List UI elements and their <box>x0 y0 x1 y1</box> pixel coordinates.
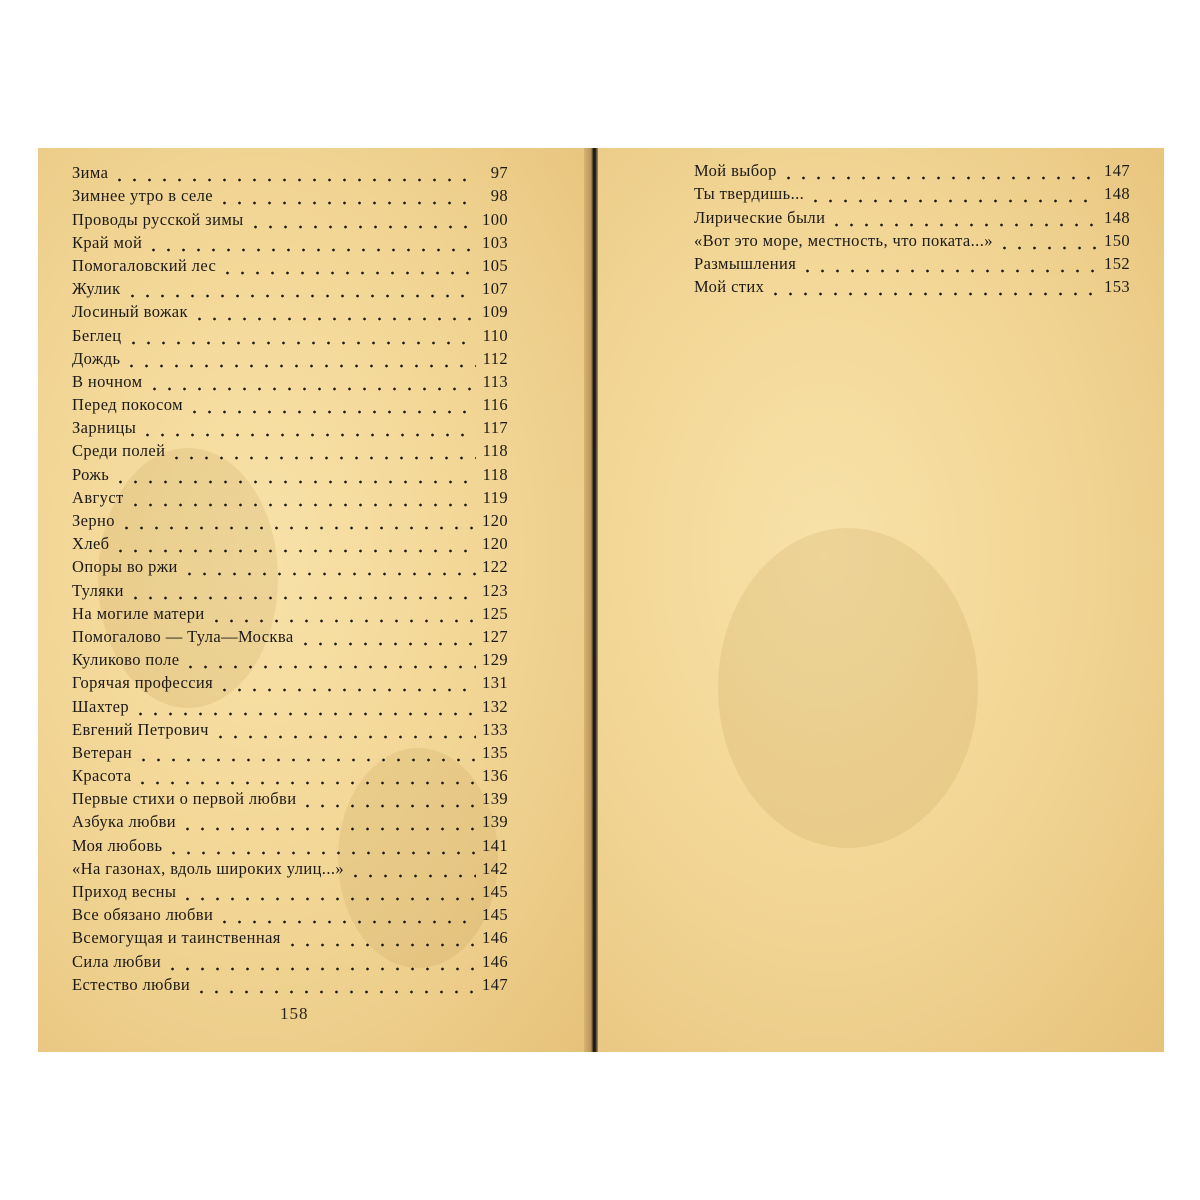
toc-entry-title: В ночном <box>72 371 143 391</box>
dot-leader <box>140 424 476 438</box>
right-page <box>598 148 1164 1052</box>
toc-entry <box>72 670 508 693</box>
toc-entry <box>72 693 508 716</box>
toc-entry-title: Жулик <box>72 279 121 299</box>
paper-stain <box>718 528 978 848</box>
toc-entry-page: 152 <box>1104 253 1130 273</box>
toc-entry <box>72 322 508 345</box>
toc-entry <box>72 554 508 577</box>
toc-entry-title: Евгений Петрович <box>72 719 209 739</box>
toc-entry-title: Помогаловский лес <box>72 255 217 275</box>
left-page <box>38 148 590 1052</box>
table-of-contents-right <box>694 158 1130 297</box>
dot-leader <box>192 308 476 322</box>
toc-entry-page: 120 <box>482 534 508 554</box>
toc-entry-title: Перед покосом <box>72 395 183 415</box>
toc-entry <box>72 369 508 392</box>
toc-entry-title: Зерно <box>72 511 115 530</box>
toc-entry <box>72 879 508 902</box>
toc-entry-title: Зима <box>72 163 109 183</box>
toc-entry-page: 132 <box>482 696 508 716</box>
dot-leader <box>113 471 476 485</box>
toc-entry-title: Шахтер <box>72 696 129 716</box>
toc-entry <box>72 717 508 740</box>
toc-entry-title: Дождь <box>72 348 121 368</box>
dot-leader <box>147 378 477 392</box>
toc-entry-page: 148 <box>1104 207 1130 227</box>
toc-entry-page: 107 <box>482 279 508 299</box>
toc-entry-page: 153 <box>1104 277 1130 297</box>
toc-entry <box>72 740 508 763</box>
page-number: 158 <box>280 1004 309 1023</box>
toc-entry-title: Красота <box>72 766 132 786</box>
toc-entry-page: 136 <box>482 766 508 786</box>
dot-leader <box>125 285 476 299</box>
toc-entry <box>72 832 508 855</box>
dot-leader <box>136 749 476 763</box>
toc-entry-title: Хлеб <box>72 534 110 554</box>
dot-leader <box>800 260 1098 274</box>
toc-entry-page: 112 <box>482 348 508 368</box>
toc-entry-title: Август <box>72 487 124 507</box>
book-spread <box>38 148 1164 1052</box>
toc-entry <box>72 206 508 229</box>
dot-leader <box>113 540 476 554</box>
dot-leader <box>180 818 476 832</box>
table-of-contents-left <box>72 160 508 995</box>
toc-entry-title: Приход весны <box>72 882 177 901</box>
dot-leader <box>169 447 476 461</box>
toc-entry-title: Мой выбор <box>694 161 777 181</box>
toc-entry-page: 110 <box>482 325 508 345</box>
dot-leader <box>126 332 476 346</box>
toc-entry <box>72 972 508 995</box>
toc-entry <box>72 392 508 415</box>
toc-entry <box>72 508 508 531</box>
toc-entry-page: 142 <box>482 858 508 878</box>
toc-entry-title: Проводы русской зимы <box>72 209 244 229</box>
dot-leader <box>808 190 1098 204</box>
dot-leader <box>781 167 1098 181</box>
toc-entry-title: Среди полей <box>72 441 166 461</box>
toc-entry-page: 139 <box>482 789 508 809</box>
toc-entry <box>72 601 508 624</box>
toc-entry <box>694 204 1130 227</box>
dot-leader <box>768 283 1098 297</box>
toc-entry-title: Рожь <box>72 464 110 484</box>
toc-entry-title: Лосиный вожак <box>72 302 188 322</box>
toc-entry-page: 129 <box>482 650 508 670</box>
toc-entry-page: 118 <box>482 464 508 484</box>
dot-leader <box>135 772 476 786</box>
dot-leader <box>119 517 476 531</box>
toc-entry-title: Ветеран <box>72 742 133 762</box>
toc-entry-title: Ты твердишь... <box>694 184 805 204</box>
toc-entry-page: 98 <box>490 186 508 206</box>
toc-entry-title: Горячая профессия <box>72 673 214 693</box>
toc-entry-page: 133 <box>482 719 508 739</box>
toc-entry-page: 150 <box>1104 230 1130 250</box>
toc-entry-page: 135 <box>482 742 508 762</box>
dot-leader <box>182 563 476 577</box>
toc-entry-page: 146 <box>482 928 508 948</box>
toc-entry <box>72 160 508 183</box>
dot-leader <box>128 587 476 601</box>
toc-entry-page: 127 <box>482 626 508 646</box>
toc-entry-title: Туляки <box>72 580 124 600</box>
dot-leader <box>187 401 476 415</box>
toc-entry-page: 100 <box>482 209 508 229</box>
dot-leader <box>248 216 476 230</box>
toc-entry <box>72 647 508 670</box>
toc-entry <box>694 181 1130 204</box>
dot-leader <box>183 656 476 670</box>
dot-leader <box>300 795 476 809</box>
dot-leader <box>180 888 476 902</box>
dot-leader <box>112 169 476 183</box>
toc-entry-title: Беглец <box>72 325 122 345</box>
dot-leader <box>829 214 1098 228</box>
toc-entry-page: 147 <box>482 974 508 994</box>
toc-entry-title: «На газонах, вдоль широких улиц...» <box>72 858 345 878</box>
toc-entry-title: Опоры во ржи <box>72 557 178 577</box>
toc-entry <box>72 624 508 647</box>
toc-entry <box>72 856 508 879</box>
dot-leader <box>146 239 476 253</box>
toc-entry-title: Первые стихи о первой любви <box>72 789 297 809</box>
toc-entry-title: Лирические были <box>694 207 826 227</box>
dot-leader <box>298 633 476 647</box>
toc-entry-title: Естество любви <box>72 974 191 994</box>
toc-entry <box>72 276 508 299</box>
toc-entry <box>72 763 508 786</box>
toc-entry <box>694 251 1130 274</box>
toc-entry-title: Всемогущая и таинственная <box>72 928 281 948</box>
toc-entry-page: 118 <box>482 441 508 461</box>
toc-entry-page: 125 <box>482 603 508 623</box>
toc-entry-page: 147 <box>1104 161 1130 181</box>
toc-entry <box>72 438 508 461</box>
toc-entry <box>72 485 508 508</box>
toc-entry-title: Край мой <box>72 232 143 252</box>
dot-leader <box>217 679 476 693</box>
toc-entry <box>694 158 1130 181</box>
dot-leader <box>209 610 476 624</box>
dot-leader <box>133 703 476 717</box>
toc-entry-page: 97 <box>490 163 508 183</box>
toc-entry-page: 109 <box>482 302 508 322</box>
toc-entry-title: «Вот это море, местность, что поката...» <box>694 230 993 250</box>
toc-entry <box>72 461 508 484</box>
toc-entry-page: 119 <box>482 487 508 507</box>
dot-leader <box>213 726 476 740</box>
dot-leader <box>220 262 476 276</box>
toc-entry-page: 105 <box>482 255 508 275</box>
toc-entry <box>72 183 508 206</box>
toc-entry-title: Размышления <box>694 253 797 273</box>
toc-entry-title: Сила любви <box>72 951 162 971</box>
toc-entry-page: 113 <box>482 371 508 391</box>
dot-leader <box>194 981 476 995</box>
toc-entry <box>72 299 508 322</box>
toc-entry-page: 141 <box>482 835 508 855</box>
toc-entry-title: Моя любовь <box>72 835 163 855</box>
toc-entry-title: Куликово поле <box>72 650 180 670</box>
toc-entry-page: 148 <box>1104 184 1130 204</box>
dot-leader <box>217 192 476 206</box>
dot-leader <box>165 958 476 972</box>
toc-entry-page: 131 <box>482 673 508 693</box>
toc-entry-title: На могиле матери <box>72 603 205 623</box>
toc-entry <box>72 809 508 832</box>
toc-entry-page: 145 <box>482 905 508 925</box>
toc-entry-page: 146 <box>482 951 508 971</box>
toc-entry-title: Зарницы <box>72 418 137 438</box>
toc-entry <box>72 948 508 971</box>
toc-entry-page: 116 <box>482 395 508 415</box>
toc-entry-title: Помогалово — Тула—Москва <box>72 626 294 646</box>
toc-entry-page: 120 <box>482 511 508 530</box>
toc-entry <box>72 786 508 809</box>
toc-entry-page: 103 <box>482 232 508 252</box>
toc-entry <box>72 925 508 948</box>
dot-leader <box>217 911 476 925</box>
toc-entry <box>72 531 508 554</box>
toc-entry <box>694 228 1130 251</box>
toc-entry <box>72 253 508 276</box>
toc-entry-title: Все обязано любви <box>72 905 214 925</box>
toc-entry-page: 122 <box>482 557 508 577</box>
toc-entry-title: Азбука любви <box>72 812 177 832</box>
dot-leader <box>128 494 476 508</box>
dot-leader <box>997 237 1098 251</box>
dot-leader <box>285 934 476 948</box>
toc-entry <box>72 230 508 253</box>
dot-leader <box>166 842 476 856</box>
dot-leader <box>124 355 476 369</box>
toc-entry <box>72 415 508 438</box>
toc-entry-page: 123 <box>482 580 508 600</box>
toc-entry-title: Мой стих <box>694 277 765 297</box>
toc-entry <box>72 577 508 600</box>
toc-entry-page: 139 <box>482 812 508 832</box>
dot-leader <box>348 865 476 879</box>
toc-entry-title: Зимнее утро в селе <box>72 186 213 206</box>
toc-entry <box>72 902 508 925</box>
toc-entry-page: 145 <box>482 882 508 901</box>
toc-entry <box>694 274 1130 297</box>
toc-entry <box>72 346 508 369</box>
toc-entry-page: 117 <box>482 418 508 438</box>
